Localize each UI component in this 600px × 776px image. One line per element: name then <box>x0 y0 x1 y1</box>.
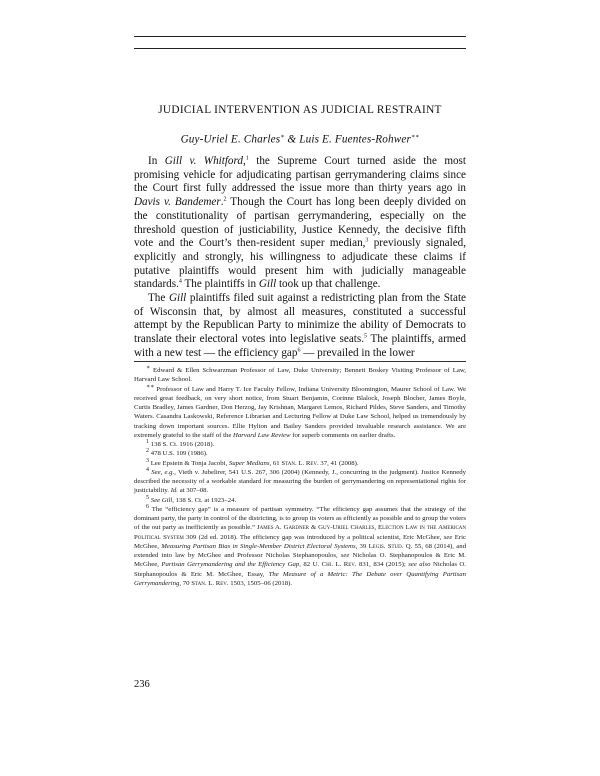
footnote-4: $^4$ See, e.g., Vieth v. Jubelirer, 541 U.S. 267, 306 (2004) (Kennedy, J., concurring in the judgment). Justice Kennedy described the necessity of a workable standard for measuring the burden of gerrymandering on representational rights for justiciability. Id. at 307–08. <box>134 466 466 495</box>
article-title: JUDICIAL INTERVENTION AS JUDICIAL RESTRAINT <box>158 104 442 116</box>
footnote-double-star: ∗∗ Professor of Law and Harry T. Ice Faculty Fellow, Indiana University Bloomington, Maurer School of Law. We received great feedback, on very short notice, from Stuart Benjamin, Corinne Blalock, Joseph Blocher, James Boyle, Curtis Bradley, James Gardner, Don Herzog, Jay Krishnan, Margaret Lemos, Richard Pildes, Steve Sanders, and Timothy Waters. Casandra Laskowski, Reference Librarian and Lecturing Fellow at Duke Law School, helped us tremendously by tracking down important sources. Ellie Hylton and Bailey Sanders provided invaluable research assistance. We are extremely grateful to the staff of the Harvard Law Review for superb comments on earlier drafts. <box>134 383 466 439</box>
footnote-5: $^5$ See Gill, 138 S. Ct. at 1923–24. <box>146 494 237 504</box>
footnotes <box>134 366 466 588</box>
article-authors <box>134 133 466 146</box>
author-2: Luis E. Fuentes-Rohwer <box>299 133 411 146</box>
footnote-ref-6[interactable]: 6 <box>297 347 301 354</box>
footnote-ref-2[interactable]: 2 <box>223 196 227 203</box>
footnote-ref-4[interactable]: 4 <box>178 278 182 285</box>
header-rule-top <box>134 36 466 37</box>
footnote-ref-1[interactable]: 1 <box>245 155 249 162</box>
footnote-1: $^1$ 138 S. Ct. 1916 (2018). <box>146 438 215 448</box>
main-text <box>134 155 466 361</box>
footnote-6: $^6$ The “efficiency gap” is a measure of partisan symmetry. “The efficiency gap assumes that the strategy of the dominant party, the party in control of the districting, is to group its voters as efficiently as possible and to group the voters of the out party as inefficiently as possible.” James A. Gardner & Guy-Uriel Charles, Election Law in the American Political System 309 (2d ed. 2018). The efficiency gap was introduced by a political scientist, Eric McGhee, see Eric McGhee, Measuring Partisan Bias in Single-Member District Electoral Systems, 39 Legis. Stud. Q. 55, 68 (2014), and extended into law by McGhee and Professor Nicholas Stephanopoulos, see Nicholas O. Stephanopoulos & Eric M. McGhee, Partisan Gerrymandering and the Efficiency Gap, 82 U. Chi. L. Rev. 831, 834 (2015); see also Nicholas O. Stephanopoulos & Eric M. McGhee, Essay, The Measure of a Metric: The Debate over Quantifying Partisan Gerrymandering, 70 Stan. L. Rev. 1503, 1505–06 (2018). <box>134 503 467 587</box>
paragraph-2: The Gill plaintiffs filed suit against a redistricting plan from the State of Wisconsin that, by almost all measures, constituted a successful attempt by the Republican Party to minimize the ability of Democrats to translate their electoral votes into legislative seats.$^5$ The plaintiffs, armed with a new test — the efficiency gap$^6$ — prevailed in the lower <box>134 292 466 359</box>
page-number: 236 <box>134 679 150 690</box>
footnote-ref-3[interactable]: 3 <box>365 237 369 244</box>
paragraph-1: In Gill v. Whitford,$^1$ the Supreme Court turned aside the most promising vehicle for adjudicating partisan gerrymandering claims since the Court first fully addressed the issue more than thirty years ago in Davis v. Bandemer.$^2$ Though the Court has long been deeply divided on the constitutionality of partisan gerrymandering, especially on the threshold question of justiciability, Justice Kennedy, the decisive fifth vote and the Court’s then-resident super median,$^3$ previously signaled, explicitly and strongly, his willingness to adjudicate these claims if putative plaintiffs would present him with judicially manageable standards.$^4$ The plaintiffs in Gill took up that challenge. <box>134 155 466 291</box>
footnote-2: $^2$ 478 U.S. 109 (1986). <box>146 448 208 458</box>
footnote-3: $^3$ Lee Epstein & Tonja Jacobi, Super Medians, 61 Stan. L. Rev. 37, 41 (2008). <box>146 457 359 467</box>
footnote-ref-5[interactable]: 5 <box>364 333 368 340</box>
author-2-footnote-mark[interactable]: ∗∗ <box>410 134 420 140</box>
footnote-star: ∗ Edward & Ellen Schwarzman Professor of Law, Duke University; Bennett Boskey Visiting Professor of Law, Harvard Law School. <box>134 364 466 384</box>
footnote-separator <box>134 361 466 362</box>
author-1-footnote-mark[interactable]: ∗ <box>280 134 285 140</box>
author-1: Guy-Uriel E. Charles <box>180 133 281 146</box>
header-rule-bottom <box>134 48 466 49</box>
author-separator: & <box>284 133 300 146</box>
